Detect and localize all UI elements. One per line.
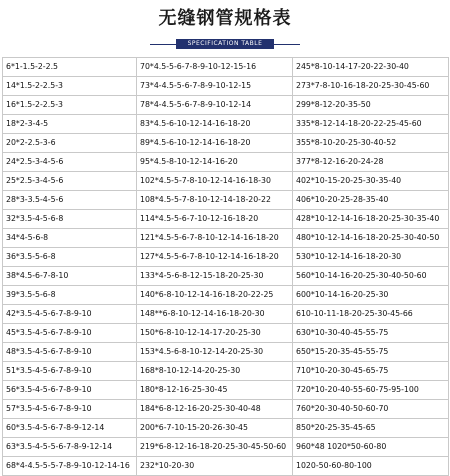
specification-table-body bbox=[3, 58, 449, 476]
table-cell: 45*3.5-4-5-6-7-8-9-10 bbox=[3, 324, 137, 343]
table-cell: 108*4.5-5-7-8-10-12-14-18-20-22 bbox=[137, 191, 293, 210]
table-cell: 480*10-12-14-16-18-20-25-30-40-50 bbox=[293, 229, 449, 248]
table-cell: 710*10-20-30-45-65-75 bbox=[293, 362, 449, 381]
table-cell: 720*10-20-40-55-60-75-95-100 bbox=[293, 381, 449, 400]
table-cell: 63*3.5-4-5-5-6-7-8-9-12-14 bbox=[3, 438, 137, 457]
table-cell: 95*4.5-8-10-12-14-16-20 bbox=[137, 153, 293, 172]
table-cell: 133*4-5-6-8-12-15-18-20-25-30 bbox=[137, 267, 293, 286]
table-row bbox=[3, 153, 449, 172]
table-cell: 114*4.5-5-6-7-10-12-16-18-20 bbox=[137, 210, 293, 229]
table-cell: 140*6-8-10-12-14-16-18-20-22-25 bbox=[137, 286, 293, 305]
table-row bbox=[3, 191, 449, 210]
table-cell: 560*10-14-16-20-25-30-40-50-60 bbox=[293, 267, 449, 286]
table-cell: 299*8-12-20-35-50 bbox=[293, 96, 449, 115]
table-cell: 25*2.5-3-4-5-6 bbox=[3, 172, 137, 191]
table-cell: 102*4.5-5-7-8-10-12-14-16-18-30 bbox=[137, 172, 293, 191]
table-cell: 402*10-15-20-25-30-35-40 bbox=[293, 172, 449, 191]
table-cell: 200*6-7-10-15-20-26-30-45 bbox=[137, 419, 293, 438]
table-cell: 127*4.5-5-6-7-8-10-12-14-16-18-20 bbox=[137, 248, 293, 267]
table-row bbox=[3, 115, 449, 134]
table-cell: 42*3.5-4-5-6-7-8-9-10 bbox=[3, 305, 137, 324]
table-cell: 14*1.5-2-2.5-3 bbox=[3, 77, 137, 96]
subtitle-banner: SPECIFICATION TABLE bbox=[176, 39, 274, 49]
table-cell: 121*4.5-5-6-7-8-10-12-14-16-18-20 bbox=[137, 229, 293, 248]
table-row bbox=[3, 267, 449, 286]
table-cell: 1020-50-60-80-100 bbox=[293, 457, 449, 476]
table-row bbox=[3, 419, 449, 438]
table-cell: 60*3.5-4-5-6-7-8-9-12-14 bbox=[3, 419, 137, 438]
table-cell: 38*4.5-6-7-8-10 bbox=[3, 267, 137, 286]
table-cell: 70*4.5-5-6-7-8-9-10-12-15-16 bbox=[137, 58, 293, 77]
table-cell: 68*4-4.5-5-5-7-8-9-10-12-14-16 bbox=[3, 457, 137, 476]
table-cell: 20*2-2.5-3-6 bbox=[3, 134, 137, 153]
table-cell: 57*3.5-4-5-6-7-8-9-10 bbox=[3, 400, 137, 419]
table-cell: 89*4.5-6-10-12-14-16-18-20 bbox=[137, 134, 293, 153]
table-row bbox=[3, 457, 449, 476]
table-row bbox=[3, 305, 449, 324]
table-cell: 377*8-12-16-20-24-28 bbox=[293, 153, 449, 172]
table-cell: 630*10-30-40-45-55-75 bbox=[293, 324, 449, 343]
table-cell: 18*2-3-4-5 bbox=[3, 115, 137, 134]
table-cell: 32*3.5-4-5-6-8 bbox=[3, 210, 137, 229]
table-cell: 78*4-4.5-5-6-7-8-9-10-12-14 bbox=[137, 96, 293, 115]
table-cell: 960*48 1020*50-60-80 bbox=[293, 438, 449, 457]
table-cell: 219*6-8-12-16-18-20-25-30-45-50-60 bbox=[137, 438, 293, 457]
table-row bbox=[3, 248, 449, 267]
table-row bbox=[3, 134, 449, 153]
table-cell: 650*15-20-35-45-55-75 bbox=[293, 343, 449, 362]
table-row bbox=[3, 362, 449, 381]
table-cell: 48*3.5-4-5-6-7-8-9-10 bbox=[3, 343, 137, 362]
table-cell: 16*1.5-2-2.5-3 bbox=[3, 96, 137, 115]
specification-table bbox=[2, 57, 449, 476]
table-cell: 39*3.5-5-6-8 bbox=[3, 286, 137, 305]
table-row bbox=[3, 172, 449, 191]
table-row bbox=[3, 286, 449, 305]
table-row bbox=[3, 210, 449, 229]
table-cell: 28*3-3.5-4-5-6 bbox=[3, 191, 137, 210]
table-cell: 850*20-25-35-45-65 bbox=[293, 419, 449, 438]
table-cell: 273*7-8-10-16-18-20-25-30-45-60 bbox=[293, 77, 449, 96]
table-cell: 245*8-10-14-17-20-22-30-40 bbox=[293, 58, 449, 77]
table-cell: 148**6-8-10-12-14-16-18-20-30 bbox=[137, 305, 293, 324]
table-cell: 36*3.5-5-6-8 bbox=[3, 248, 137, 267]
table-cell: 51*3.5-4-5-6-7-8-9-10 bbox=[3, 362, 137, 381]
table-cell: 355*8-10-20-25-30-40-52 bbox=[293, 134, 449, 153]
table-cell: 168*8-10-12-14-20-25-30 bbox=[137, 362, 293, 381]
table-row bbox=[3, 324, 449, 343]
subtitle-rule-right bbox=[274, 44, 300, 45]
table-cell: 232*10-20-30 bbox=[137, 457, 293, 476]
table-cell: 760*20-30-40-50-60-70 bbox=[293, 400, 449, 419]
table-cell: 83*4.5-6-10-12-14-16-18-20 bbox=[137, 115, 293, 134]
table-cell: 530*10-12-14-16-18-20-30 bbox=[293, 248, 449, 267]
table-cell: 24*2.5-3-4-5-6 bbox=[3, 153, 137, 172]
table-cell: 56*3.5-4-5-6-7-8-9-10 bbox=[3, 381, 137, 400]
table-cell: 73*4-4.5-5-6-7-8-9-10-12-15 bbox=[137, 77, 293, 96]
table-cell: 6*1-1.5-2-2.5 bbox=[3, 58, 137, 77]
table-row bbox=[3, 229, 449, 248]
table-cell: 335*8-12-14-18-20-22-25-45-60 bbox=[293, 115, 449, 134]
table-cell: 153*4.5-6-8-10-12-14-20-25-30 bbox=[137, 343, 293, 362]
table-cell: 34*4-5-6-8 bbox=[3, 229, 137, 248]
table-cell: 150*6-8-10-12-14-17-20-25-30 bbox=[137, 324, 293, 343]
table-row bbox=[3, 400, 449, 419]
table-cell: 406*10-20-25-28-35-40 bbox=[293, 191, 449, 210]
table-row bbox=[3, 438, 449, 457]
table-row bbox=[3, 96, 449, 115]
table-cell: 610-10-11-18-20-25-30-45-66 bbox=[293, 305, 449, 324]
table-cell: 184*6-8-12-16-20-25-30-40-48 bbox=[137, 400, 293, 419]
table-cell: 180*8-12-16-25-30-45 bbox=[137, 381, 293, 400]
page-title: 无缝钢管规格表 bbox=[158, 8, 292, 29]
table-row bbox=[3, 77, 449, 96]
table-cell: 600*10-14-16-20-25-30 bbox=[293, 286, 449, 305]
table-row bbox=[3, 343, 449, 362]
table-cell: 428*10-12-14-16-18-20-25-30-35-40 bbox=[293, 210, 449, 229]
subtitle-rule-left bbox=[150, 44, 176, 45]
table-row bbox=[3, 381, 449, 400]
table-row bbox=[3, 58, 449, 77]
